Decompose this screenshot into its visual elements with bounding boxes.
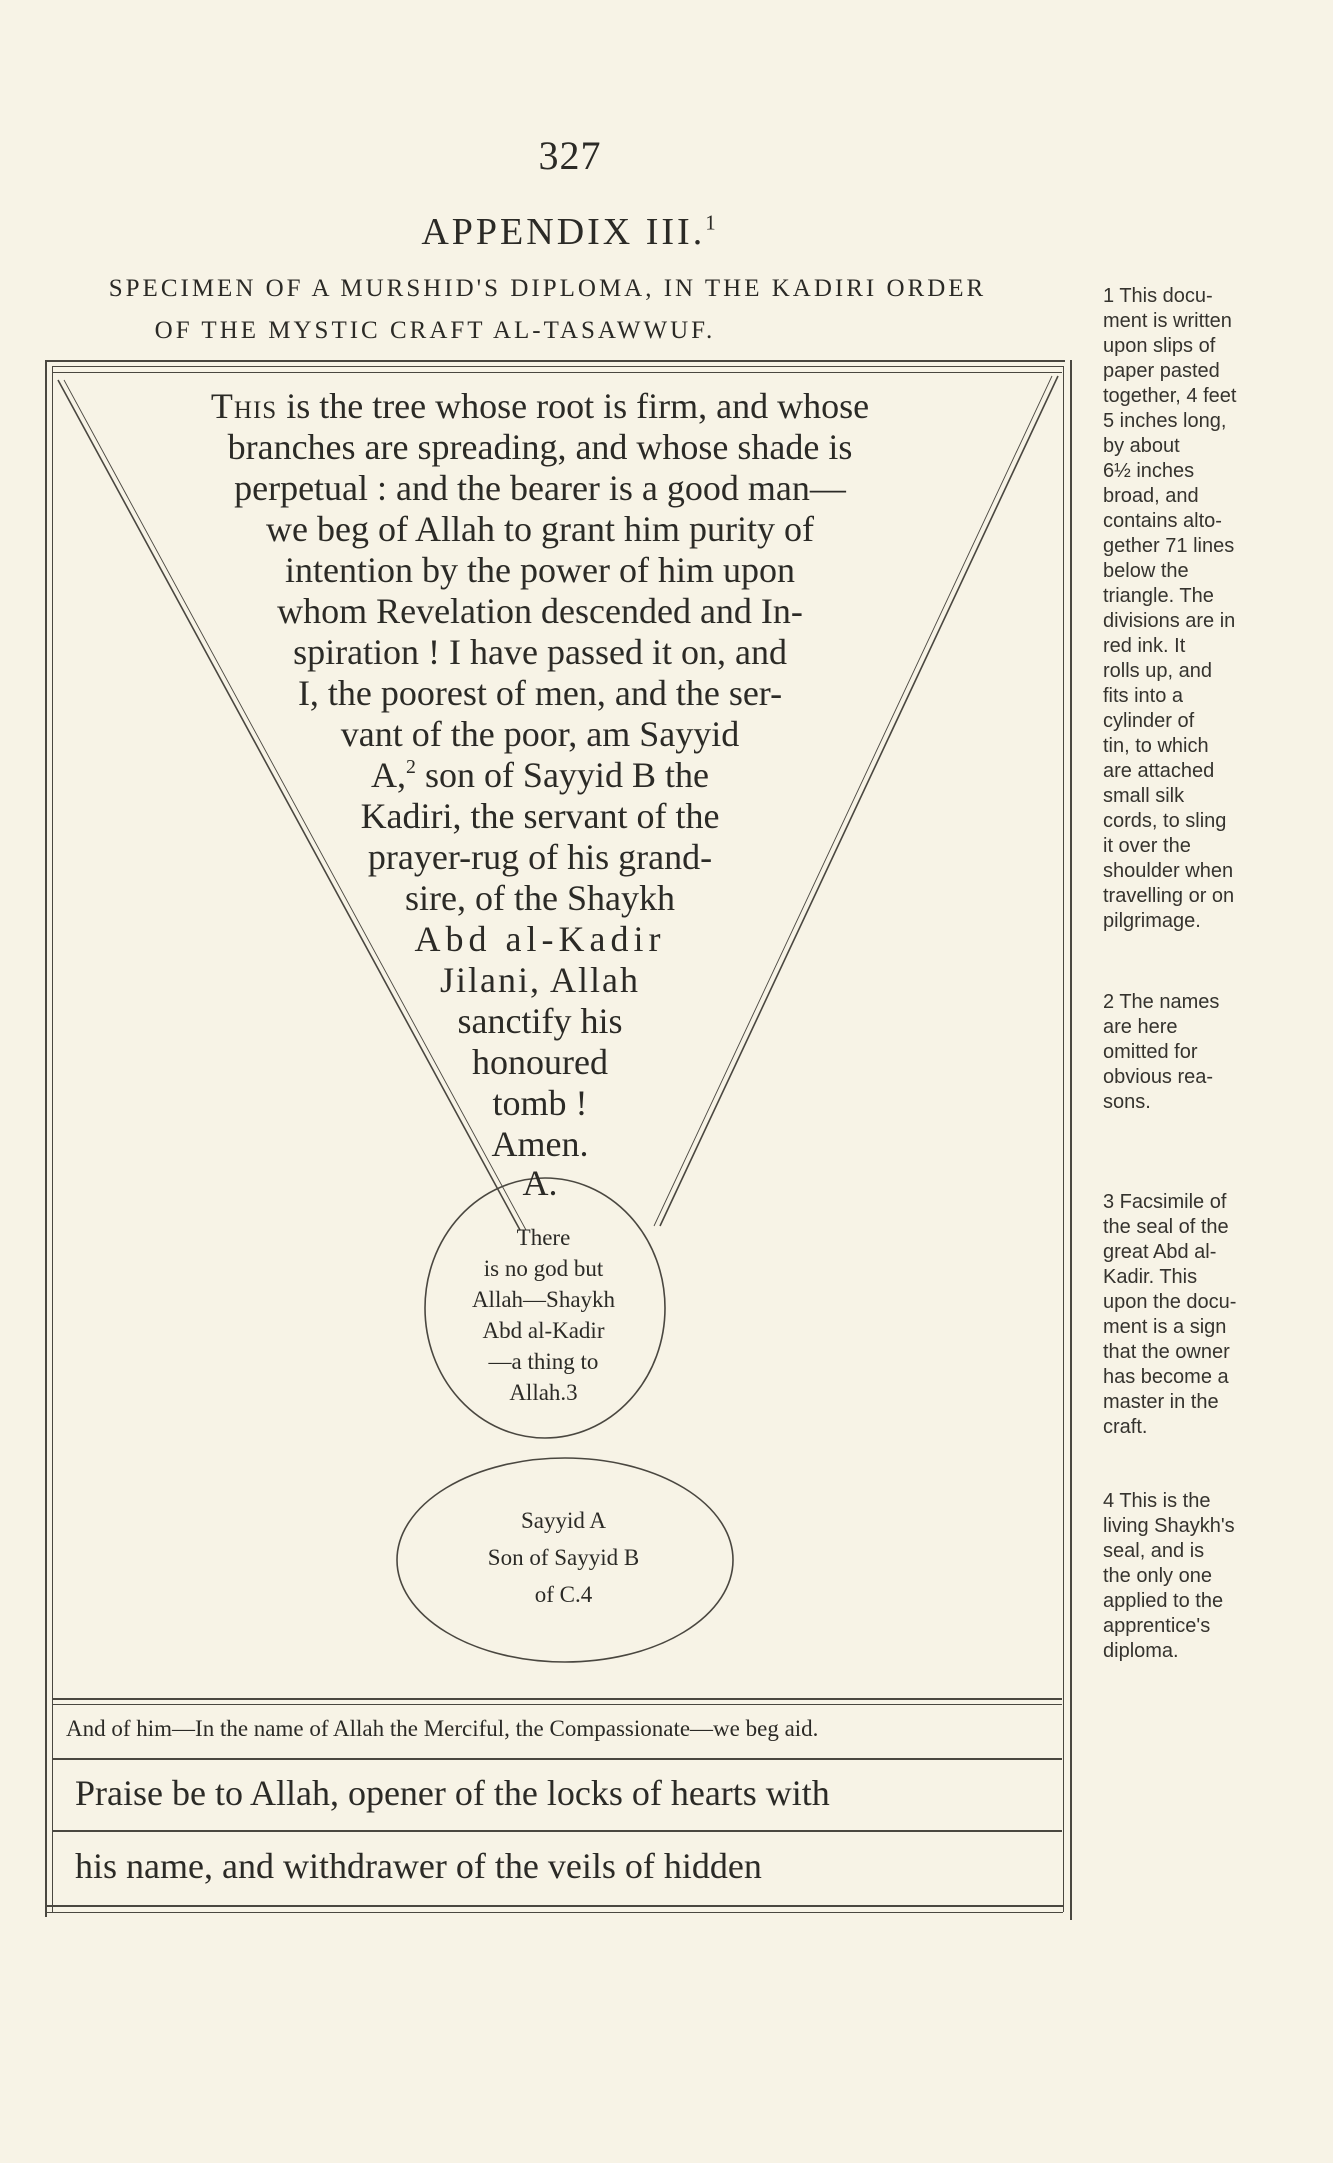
- sidenote-line: rolls up, and: [1103, 660, 1212, 682]
- sidenote-line: apprentice's: [1103, 1615, 1211, 1637]
- sidenote-line: diploma.: [1103, 1640, 1179, 1662]
- triangle-line: whom Revelation descended and In-: [277, 591, 803, 631]
- sidenote-line: broad, and: [1103, 485, 1199, 507]
- sidenote-line: small silk: [1103, 785, 1185, 807]
- triangle-line: sire, of the Shaykh: [405, 878, 675, 918]
- sidenote-3: [1103, 1190, 1328, 1440]
- sidenote-line: seal, and is: [1103, 1540, 1205, 1562]
- sidenote-line: are here: [1103, 1016, 1178, 1038]
- triangle-line: vant of the poor, am Sayyid: [340, 714, 740, 754]
- oval-line: Sayyid A: [521, 1508, 606, 1533]
- sidenote-line: that the owner: [1103, 1341, 1230, 1363]
- sidenote-line: upon the docu-: [1103, 1291, 1237, 1313]
- invocation-line: And of him—In the name of Allah the Merciful, the Compassionate—we beg aid.: [66, 1716, 819, 1741]
- sidenote-line: the only one: [1103, 1565, 1212, 1587]
- oval-line: Son of Sayyid B: [487, 1545, 640, 1570]
- triangle-line: we beg of Allah to grant him purity of: [266, 509, 814, 549]
- triangle-line-1-rest: is the tree whose root is firm, and whose: [277, 386, 870, 426]
- triangle-line: sanctify his: [457, 1001, 623, 1041]
- sidenote-line: below the: [1103, 560, 1189, 582]
- sidenote-line: red ink. It: [1103, 635, 1186, 657]
- triangle-line-10-b: son of Sayyid B the: [415, 755, 709, 795]
- triangle-line: I, the poorest of men, and the ser-: [297, 673, 783, 713]
- sidenote-line: applied to the: [1103, 1590, 1224, 1612]
- sidenote-line: shoulder when: [1103, 860, 1234, 882]
- sidenote-line: 3 Facsimile of: [1103, 1191, 1227, 1213]
- triangle-line-10-a: A,: [371, 755, 407, 795]
- sidenote-line: tin, to which: [1103, 735, 1209, 757]
- triangle-line: Amen.: [491, 1124, 589, 1164]
- sidenote-line: divisions are in: [1103, 610, 1236, 632]
- triangle-line: [0, 386, 1080, 427]
- sidenote-line: gether 71 lines: [1103, 535, 1235, 557]
- praise-line-2: his name, and withdrawer of the veils of hidden: [75, 1846, 762, 1886]
- seal-line: Abd al-Kadir: [482, 1318, 605, 1343]
- sidenote-line: 6½ inches: [1103, 460, 1195, 482]
- sidenote-line: sons.: [1103, 1091, 1151, 1113]
- triangle-line: Abd al-Kadir: [414, 919, 666, 959]
- seal-line: Allah.3: [509, 1380, 578, 1405]
- sidenote-divider: [1070, 360, 1072, 1920]
- triangle-line: perpetual : and the bearer is a good man—: [234, 468, 846, 508]
- sidenote-line: ment is a sign: [1103, 1316, 1227, 1338]
- heading-line-1: SPECIMEN OF A MURSHID'S DIPLOMA, IN THE KADIRI ORDER: [108, 275, 987, 302]
- appendix-title-text: APPENDIX III.: [421, 211, 706, 253]
- sidenote-line: triangle. The: [1103, 585, 1214, 607]
- sidenote-line: obvious rea-: [1103, 1066, 1214, 1088]
- triangle-line: branches are spreading, and whose shade is: [227, 427, 853, 467]
- sidenote-line: 4 This is the: [1103, 1490, 1211, 1512]
- footnote-ref-2: 2: [406, 756, 416, 779]
- triangle-line: prayer-rug of his grand-: [367, 837, 713, 877]
- sidenote-line: ment is written: [1103, 310, 1232, 332]
- sidenote-line: master in the: [1103, 1391, 1219, 1413]
- sidenote-line: living Shaykh's: [1103, 1515, 1235, 1537]
- sidenote-line: fits into a: [1103, 685, 1184, 707]
- sidenote-line: paper pasted: [1103, 360, 1220, 382]
- triangle-line: intention by the power of him upon: [285, 550, 795, 590]
- page-number: 327: [538, 133, 602, 178]
- triangle-line: tomb !: [492, 1083, 588, 1123]
- sidenote-line: great Abd al-: [1103, 1241, 1217, 1263]
- sidenote-line: cords, to sling: [1103, 810, 1227, 832]
- sidenote-line: has become a: [1103, 1366, 1229, 1388]
- triangle-line: [0, 755, 1080, 796]
- oval-line: of C.4: [534, 1582, 593, 1607]
- sidenote-line: together, 4 feet: [1103, 385, 1237, 407]
- opening-word: This: [210, 386, 278, 426]
- triangle-line: A.: [522, 1163, 558, 1203]
- sidenote-line: are attached: [1103, 760, 1215, 782]
- sidenote-line: omitted for: [1103, 1041, 1198, 1063]
- sidenote-line: Kadir. This: [1103, 1266, 1198, 1288]
- sidenote-line: 2 The names: [1103, 991, 1220, 1013]
- heading-line-2: OF THE MYSTIC CRAFT AL-TASAWWUF.: [154, 317, 716, 344]
- sidenote-line: cylinder of: [1103, 710, 1195, 732]
- sidenote-line: pilgrimage.: [1103, 910, 1201, 932]
- sidenote-1: [1103, 284, 1328, 934]
- sidenote-line: the seal of the: [1103, 1216, 1229, 1238]
- triangle-line: Jilani, Allah: [440, 960, 640, 1000]
- sidenote-line: 1 This docu-: [1103, 285, 1213, 307]
- triangle-line: honoured: [472, 1042, 608, 1082]
- seal-line: —a thing to: [488, 1349, 599, 1374]
- seal-line: There: [516, 1225, 571, 1250]
- seal-line: is no god but: [483, 1256, 604, 1281]
- sidenote-line: craft.: [1103, 1416, 1148, 1438]
- sidenote-line: by about: [1103, 435, 1180, 457]
- triangle-line: Kadiri, the servant of the: [360, 796, 720, 836]
- sidenote-line: contains alto-: [1103, 510, 1222, 532]
- sidenote-line: 5 inches long,: [1103, 410, 1227, 432]
- sidenote-4: [1103, 1489, 1328, 1664]
- appendix-footnote-ref: 1: [705, 210, 719, 235]
- triangle-line: spiration ! I have passed it on, and: [293, 632, 787, 672]
- sidenote-line: travelling or on: [1103, 885, 1235, 907]
- sidenote-line: it over the: [1103, 835, 1191, 857]
- sidenote-2: [1103, 990, 1328, 1115]
- seal-line: Allah—Shaykh: [471, 1287, 616, 1312]
- praise-line-1: Praise be to Allah, opener of the locks of hearts with: [75, 1773, 830, 1813]
- sidenote-line: upon slips of: [1103, 335, 1216, 357]
